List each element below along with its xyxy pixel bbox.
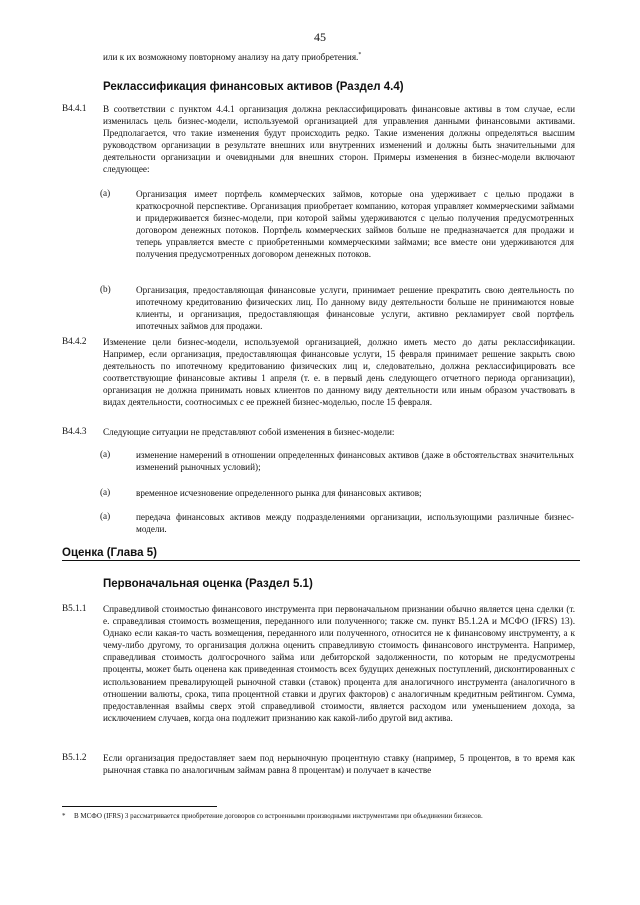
reclassification-heading: Реклассификация финансовых активов (Раздел 4.4) (103, 81, 404, 93)
paragraph-number: B4.4.3 (62, 426, 87, 436)
measurement-chapter-heading: Оценка (Глава 5) (62, 547, 580, 561)
paragraph-number: B4.4.2 (62, 336, 87, 346)
paragraph-number: B4.4.1 (62, 103, 87, 113)
footnote-divider (62, 806, 217, 807)
paragraph-b511: Справедливой стоимостью финансового инструмента при первоначальном признании обычно является цена сделки (т. е. справедливая стоимость возмещения, переданного или полученного; также см. пункт B5.1.2A и МСФО (IFRS) 13). Однако если какая-то часть возмещения, переданного или полученного, относится не к финансовому инструменту, а к чему-либо другому, то организация должна оценить справедливую стоимость финансового инструмента. Например, справедливая стоимость долгосрочного займа или дебиторской задолженности, по которым не предусмотрены проценты, может быть оценена как приведенная стоимость всех будущих денежных поступлений, дисконтированных с использованием превалирующей рыночной ставки (ставок) процента для аналогичного инструмента (аналогичного в отношении валюты, срока, типа процентной ставки и других факторов) с аналогичным кредитным рейтингом. Сумма, предоставленная взаймы сверх этой справедливой стоимости, является расходом или уменьшением дохода, за исключением случаев, когда она подлежит признанию как какой-либо другой вид актива. (103, 604, 575, 723)
paragraph-number: B5.1.2 (62, 752, 87, 762)
list-item: изменение намерений в отношении определенных финансовых активов (даже в обстоятельствах значительных изменений рыночных условий); (136, 450, 574, 473)
list-label: (a) (100, 487, 111, 497)
list-label: (a) (100, 188, 111, 198)
page-number: 45 (314, 30, 326, 44)
list-item: Организация, предоставляющая финансовые услуги, принимает решение прекратить свою деятельность по ипотечному кредитованию физических лиц. По данному виду деятельности больше не принимаются новые клиенты, и организация, предоставляющая финансовые услуги, активно рекламирует свой портфель ипотечных займов для продажи. (136, 285, 574, 332)
initial-measurement-heading: Первоначальная оценка (Раздел 5.1) (103, 578, 313, 590)
list-label: (b) (100, 284, 111, 294)
footnote-mark: * (62, 812, 66, 820)
paragraph-b441: В соответствии с пунктом 4.4.1 организация должна реклассифицировать финансовые активы в том случае, если изменилась цель бизнес-модели, используемой организацией для управления данными финансовыми активами. Предполагается, что такие изменения будут происходить редко. Такие изменения должны определяться высшим руководством организации в результате внешних или внутренних изменений и должны быть значительными для деятельности организации и очевидными для внешних сторон. Примеры изменения в бизнес-модели включают следующее: (103, 104, 575, 175)
paragraph-number: B5.1.1 (62, 603, 87, 613)
footnote-text: В МСФО (IFRS) 3 рассматривается приобретение договоров со встроенными производными инструментами при объединении бизнесов. (74, 812, 483, 820)
continuation-line (103, 52, 361, 62)
continuation-text: или к их возможному повторному анализу на дату приобретения. (103, 52, 359, 63)
list-item: передача финансовых активов между подразделениями организации, использующими различные бизнес-модели. (136, 512, 574, 535)
footnote-reference: * (358, 52, 362, 58)
list-item: Организация имеет портфель коммерческих займов, которые она удерживает с целью продажи в краткосрочной перспективе. Организация приобретает компанию, которая управляет коммерческими займами и придерживается бизнес-модели, при которой займы удерживаются с целью получения предусмотренных договором денежных потоков. Портфель коммерческих займов больше не предназначается для продажи и теперь управляется вместе с приобретенными коммерческими займами; все вместе они удерживаются для получения предусмотренных договором денежных потоков. (136, 189, 574, 260)
list-label: (a) (100, 511, 111, 521)
paragraph-b443: Следующие ситуации не представляют собой изменения в бизнес-модели: (103, 427, 395, 437)
footnote (62, 812, 483, 820)
list-item: временное исчезновение определенного рынка для финансовых активов; (136, 488, 422, 498)
paragraph-b442: Изменение цели бизнес-модели, используемой организацией, должно иметь место до даты реклассификации. Например, если организация, предоставляющая финансовые услуги, 15 февраля принимает решение закрыть свою деятельность по ипотечному кредитованию физических лиц и, следовательно, должна реклассифицировать все соответствующие финансовые активы 1 апреля (т. е. в первый день следующего отчетного периода организации), организация не должна принимать новых клиентов по данному виду деятельности или иным образом участвовать в видах деятельности, соотносимых с ее прежней бизнес-моделью, после 15 февраля. (103, 337, 575, 408)
list-label: (a) (100, 449, 111, 459)
paragraph-b512: Если организация предоставляет заем под нерыночную процентную ставку (например, 5 процентов, в то время как рыночная ставка по аналогичным займам равна 8 процентам) и получает в качестве (103, 753, 575, 776)
